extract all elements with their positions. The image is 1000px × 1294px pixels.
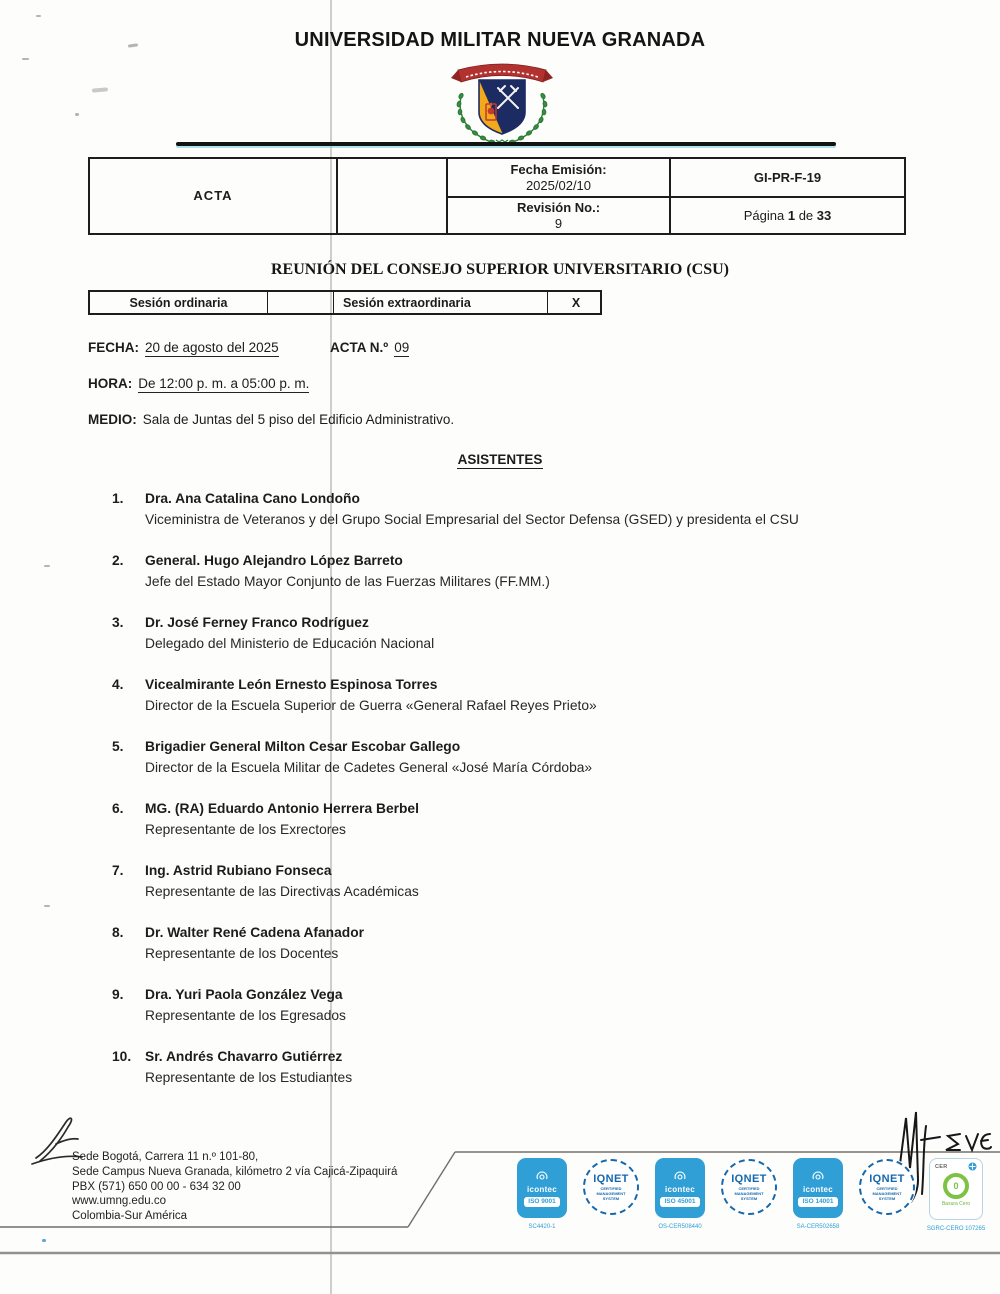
attendee-item: [88, 736, 918, 778]
medio-label: MEDIO:: [88, 412, 137, 427]
attendee-item: [88, 550, 918, 592]
attendee-name: General. Hugo Alejandro López Barreto: [145, 553, 403, 568]
doc-table-empty-cell: [336, 159, 446, 233]
attendee-name: MG. (RA) Eduardo Antonio Herrera Berbel: [145, 801, 419, 816]
address-line: Sede Bogotá, Carrera 11 n.º 101-80,: [72, 1151, 259, 1163]
attendee-number: 9.: [112, 987, 124, 1002]
hora-label: HORA:: [88, 376, 133, 391]
attendees-heading: ASISTENTES: [457, 452, 543, 467]
address-line: www.umng.edu.co: [72, 1195, 166, 1208]
scan-speck: [75, 113, 79, 116]
cero-leaf-icon: [968, 1162, 977, 1171]
attendee-number: 2.: [112, 553, 124, 568]
header-divider-rule: [176, 142, 836, 146]
attendee-role: Director de la Escuela Militar de Cadetes General «José María Córdoba»: [145, 760, 593, 775]
attendee-role: Representante de los Estudiantes: [145, 1070, 353, 1085]
university-title: UNIVERSIDAD MILITAR NUEVA GRANADA: [294, 29, 706, 51]
zero-ring-icon: 0: [943, 1173, 969, 1199]
fecha-label: FECHA:: [88, 340, 139, 355]
page-de: de: [798, 207, 814, 223]
iqnet-badge: IQNET CERTIFIED MANAGEMENT SYSTEM: [581, 1158, 641, 1216]
acta-number-label: ACTA N.º: [330, 340, 389, 355]
emission-date-cell: [446, 159, 669, 196]
medio-value: Sala de Juntas del 5 piso del Edificio Administrativo.: [142, 412, 455, 427]
fecha-value: 20 de agosto del 2025: [145, 340, 279, 355]
attendee-name: Dra. Yuri Paola González Vega: [145, 987, 343, 1002]
scan-speck: [44, 905, 50, 907]
attendee-role: Viceministra de Veteranos y del Grupo Social Empresarial del Sector Defensa (GSED) y presidenta el CSU: [145, 512, 799, 527]
session-type-table: [88, 290, 602, 315]
acta-number-value: 09: [394, 340, 410, 355]
attendee-item: [88, 674, 918, 716]
attendee-name: Dra. Ana Catalina Cano Londoño: [145, 491, 360, 506]
attendee-item: [88, 488, 918, 530]
icontec-logo-icon: [810, 1170, 826, 1184]
revision-label: Revisión No.:: [516, 199, 601, 215]
attendee-number: 3.: [112, 615, 124, 630]
iqnet-dotted-ring-icon: [721, 1159, 777, 1215]
iqnet-dotted-ring-icon: [859, 1159, 915, 1215]
icontec-iso9001-badge: icontec ISO 9001 SC4420-1: [512, 1158, 572, 1231]
attendee-name: Dr. José Ferney Franco Rodríguez: [145, 615, 369, 630]
attendee-name: Sr. Andrés Chavarro Gutiérrez: [145, 1049, 343, 1064]
iqnet-badge: IQNET CERTIFIED MANAGEMENT SYSTEM: [857, 1158, 917, 1216]
page-number: 1: [787, 207, 796, 223]
emission-date-label: Fecha Emisión:: [510, 161, 607, 177]
address-line: PBX (571) 650 00 00 - 634 32 00: [72, 1180, 241, 1193]
iqnet-badge: IQNET CERTIFIED MANAGEMENT SYSTEM: [719, 1158, 779, 1216]
document-code: GI-PR-F-19: [669, 159, 904, 196]
scan-speck: [36, 15, 41, 17]
session-ordinary-checkbox: [267, 292, 333, 313]
attendee-role: Delegado del Ministerio de Educación Nacional: [145, 636, 435, 651]
iqnet-dotted-ring-icon: [583, 1159, 639, 1215]
icontec-iso45001-badge: icontec ISO 45001 OS-CER508440: [650, 1158, 710, 1231]
scan-speck: [22, 58, 29, 60]
address-line: Sede Campus Nueva Granada, kilómetro 2 vía Cajicá-Zipaquirá: [72, 1165, 398, 1178]
meeting-title: REUNIÓN DEL CONSEJO SUPERIOR UNIVERSITARIO (CSU): [271, 261, 729, 278]
session-extraordinary-label: Sesión extraordinaria: [333, 292, 547, 313]
badge-caption: SA-CER502658: [796, 1224, 840, 1230]
emission-date-value: 2025/02/10: [525, 177, 592, 193]
attendee-name: Brigadier General Milton Cesar Escobar Gallego: [145, 739, 461, 754]
attendee-item: [88, 1046, 918, 1088]
attendee-item: [88, 984, 918, 1026]
attendee-name: Vicealmirante León Ernesto Espinosa Torres: [145, 677, 438, 692]
attendee-role: Representante de los Egresados: [145, 1008, 346, 1023]
attendee-name: Ing. Astrid Rubiano Fonseca: [145, 863, 332, 878]
badge-caption: SGRC-CERO 107265: [926, 1226, 986, 1232]
attendees-list: [88, 488, 918, 1108]
icontec-iso14001-badge: icontec ISO 14001 SA-CER502658: [788, 1158, 848, 1231]
attendee-number: 1.: [112, 491, 124, 506]
attendee-role: Representante de los Docentes: [145, 946, 339, 961]
revision-cell: [446, 196, 669, 233]
page-total: 33: [816, 207, 832, 223]
attendee-role: Representante de las Directivas Académicas: [145, 884, 419, 899]
page-indicator: [669, 196, 904, 233]
scan-speck: [92, 87, 108, 92]
attendee-item: [88, 612, 918, 654]
session-ordinary-label: Sesión ordinaria: [129, 295, 228, 310]
attendee-number: 6.: [112, 801, 124, 816]
medio-row: [88, 412, 918, 427]
attendee-name: Dr. Walter René Cadena Afanador: [145, 925, 365, 940]
scan-speck: [44, 565, 50, 567]
badge-caption: OS-CER508440: [658, 1224, 702, 1230]
page-prefix: Página: [743, 207, 785, 223]
attendee-number: 5.: [112, 739, 124, 754]
attendee-item: [88, 860, 918, 902]
hora-row: [88, 376, 918, 391]
attendee-role: Jefe del Estado Mayor Conjunto de las Fuerzas Militares (FF.MM.): [145, 574, 550, 589]
basura-cero-badge: CER 0 Basura Cero SGRC-CERO 107265: [926, 1158, 986, 1233]
icontec-logo-icon: [534, 1170, 550, 1184]
icontec-logo-icon: [672, 1170, 688, 1184]
attendee-number: 8.: [112, 925, 124, 940]
attendee-item: [88, 922, 918, 964]
session-extraordinary-checkbox: X: [547, 292, 604, 313]
certification-badges-row: [512, 1158, 986, 1233]
attendee-number: 4.: [112, 677, 124, 692]
attendee-role: Representante de los Exrectores: [145, 822, 346, 837]
revision-value: 9: [554, 215, 563, 231]
university-crest-logo: [446, 58, 558, 148]
document-header-table: [88, 157, 906, 235]
address-line: Colombia-Sur América: [72, 1210, 188, 1223]
attendee-role: Director de la Escuela Superior de Guerra «General Rafael Reyes Prieto»: [145, 698, 597, 713]
attendee-number: 7.: [112, 863, 124, 878]
attendee-item: [88, 798, 918, 840]
footer-address-block: [72, 1150, 397, 1224]
badge-caption: SC4420-1: [528, 1224, 556, 1230]
attendee-number: 10.: [112, 1049, 132, 1064]
doc-type-title: ACTA: [193, 188, 233, 203]
hora-value: De 12:00 p. m. a 05:00 p. m.: [138, 376, 310, 391]
fecha-row: [88, 340, 918, 355]
